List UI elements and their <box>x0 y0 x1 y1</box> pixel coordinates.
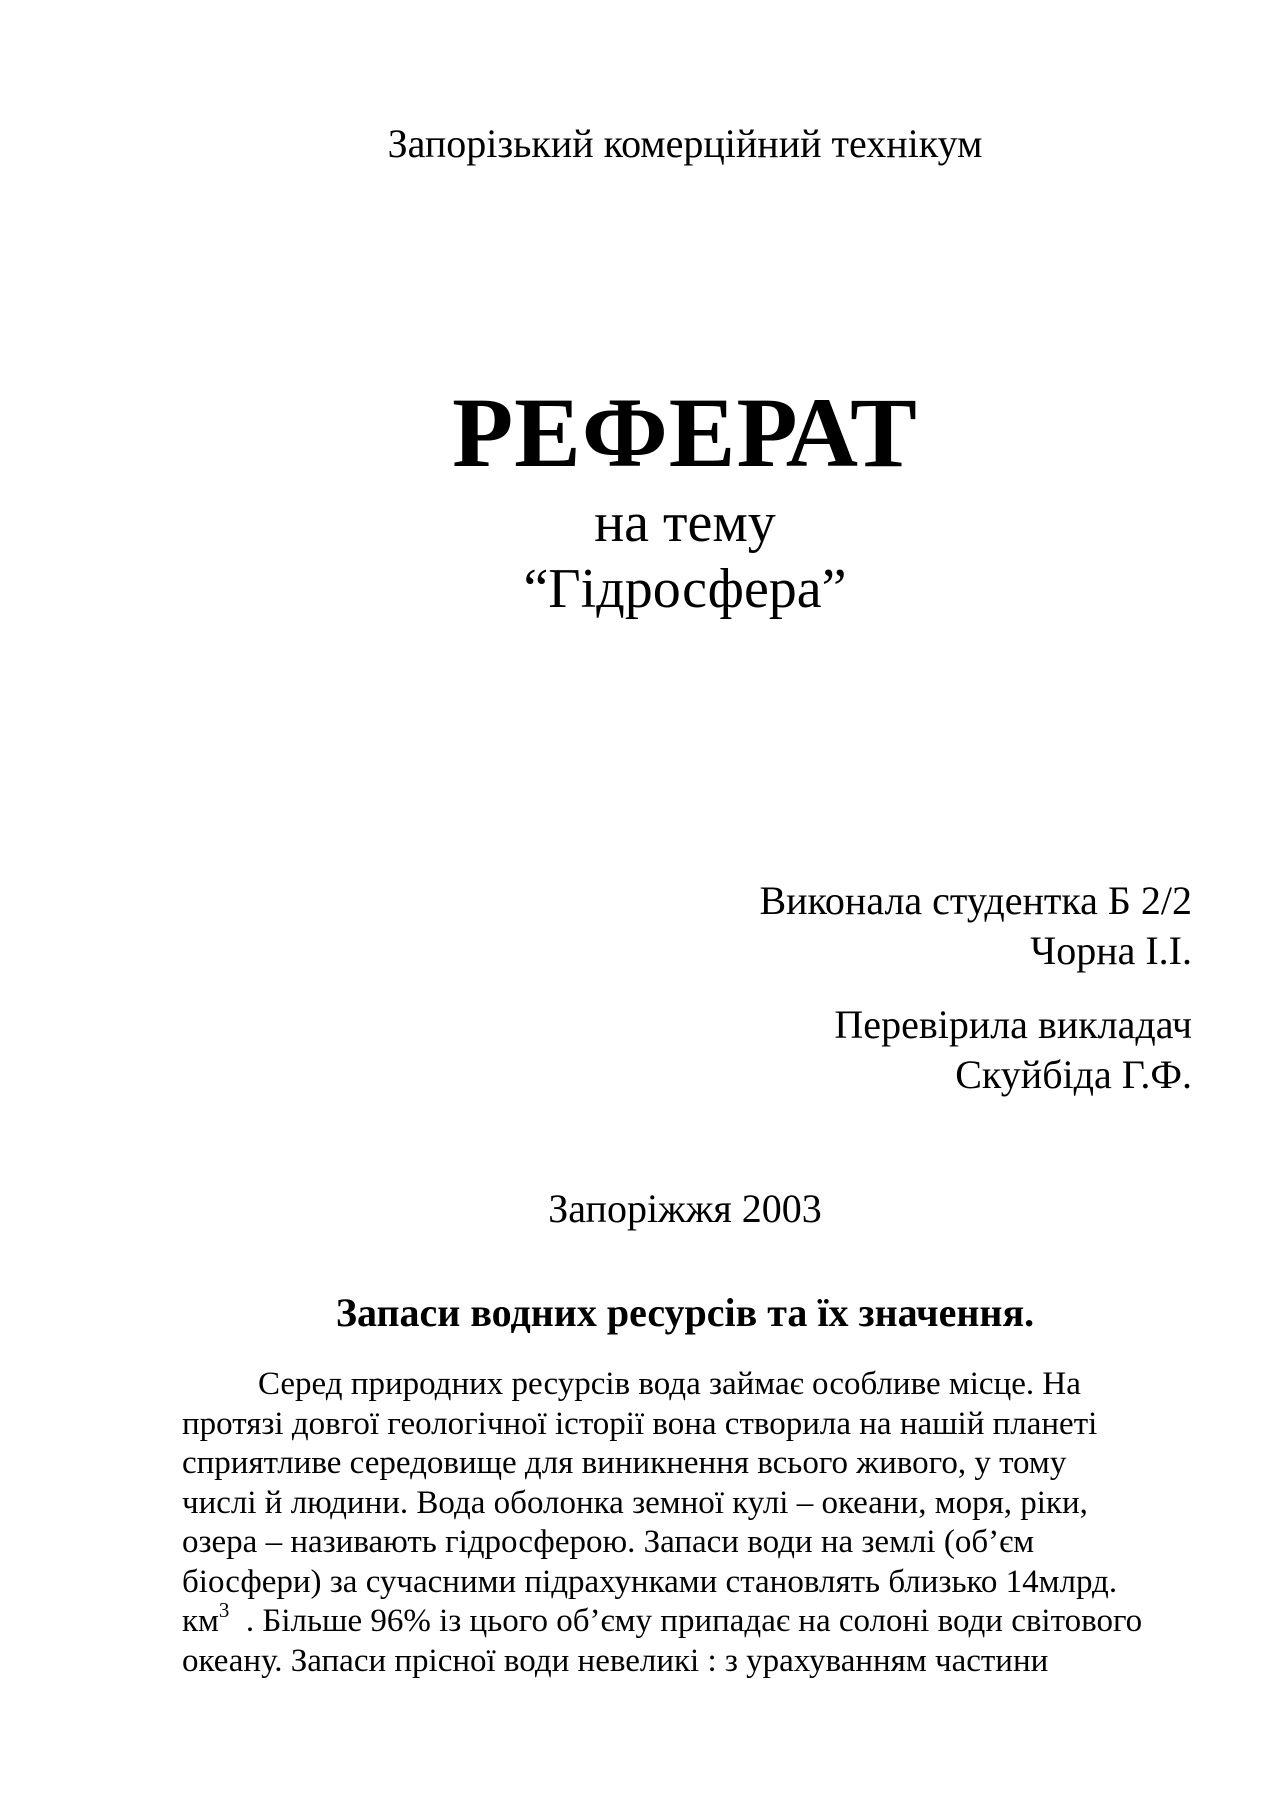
paragraph-line: озера – називають гідросферою. Запаси води на землі (об’єм <box>182 1524 1035 1560</box>
paragraph-line: біосфери) за сучасними підрахунками становлять близько 14млрд. <box>182 1563 1118 1600</box>
section-heading: Запаси водних ресурсів та їх значення. <box>335 1290 1035 1335</box>
author-role: Виконала студентка Б 2/2 <box>759 878 1192 923</box>
place-and-year: Запоріжжя 2003 <box>548 1186 822 1231</box>
paragraph-line <box>182 1598 1202 1642</box>
topic-name: “Гідросфера” <box>523 558 847 620</box>
paragraph-line: океану. Запаси прісної води невеликі : з урахуванням частини <box>182 1642 1049 1679</box>
superscript-exponent: 3 <box>218 1598 230 1622</box>
author-name: Чорна І.І. <box>1030 928 1192 973</box>
paragraph-line-text: . Більше 96% із цього об’єму припадає на солоні води світового <box>229 1603 1143 1639</box>
author-block <box>759 876 1192 976</box>
paragraph-line <box>182 1365 1202 1405</box>
checker-name: Скуйбіда Г.Ф. <box>955 1052 1192 1097</box>
unit-km: км <box>182 1603 219 1639</box>
paragraph-line: числі й людини. Вода оболонка земної кулі – океани, моря, ріки, <box>182 1484 1088 1521</box>
body-paragraph <box>182 1365 1202 1681</box>
institution-name: Запорізький комерційний технікум <box>387 121 983 166</box>
paragraph-line: протязі довгої геологічної історії вона створила на нашій планеті <box>182 1405 1098 1442</box>
paragraph-line: сприятливе середовище для виникнення всього живого, у тому <box>182 1445 1067 1481</box>
checker-block <box>834 1000 1192 1100</box>
paragraph-line-text: Серед природних ресурсів вода займає особливе місце. На <box>258 1366 1081 1402</box>
topic-label: на тему <box>594 492 776 554</box>
checker-role: Перевірила викладач <box>834 1002 1192 1047</box>
document-title: РЕФЕРАТ <box>452 377 918 488</box>
